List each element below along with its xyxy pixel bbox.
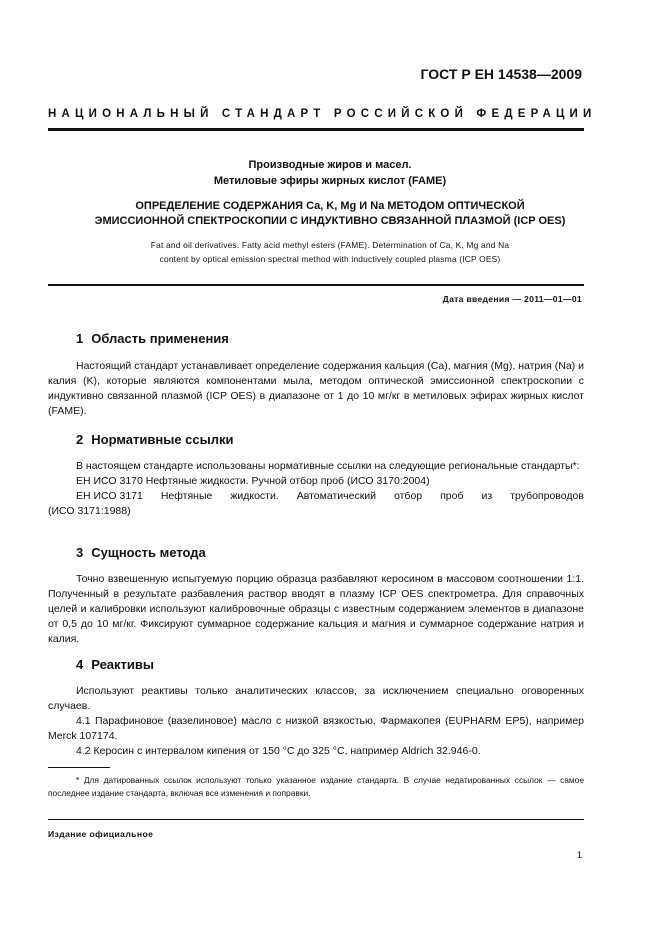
ref-2-word: проб — [440, 490, 464, 502]
section-2-heading — [76, 432, 233, 447]
ref-2-word: жидкости. — [230, 490, 279, 502]
ref-2-word: трубопроводов — [510, 490, 584, 502]
bottom-divider — [48, 819, 584, 820]
top-divider — [48, 128, 584, 131]
section-3-title: Сущность метода — [91, 545, 206, 560]
section-1-body — [48, 359, 584, 419]
footnote-divider — [48, 767, 110, 768]
footnote-text: * Для датированных ссылок используют только указанное издание стандарта. В случае недатированных ссылок — самое последнее издание стандарта, включая все изменения и поправки. — [48, 775, 584, 798]
section-4-number: 4 — [76, 657, 84, 672]
title-line-1: Производные жиров и масел. — [248, 159, 412, 171]
section-3-body — [48, 572, 584, 647]
english-title-block — [60, 238, 600, 266]
section-2-title: Нормативные ссылки — [91, 432, 234, 447]
section-1-paragraph: Настоящий стандарт устанавливает определение содержания кальция (Ca), магния (Mg), натрия (Na) и калия (K), которые являются компонентами мыла, методом оптической эмиссионной спектроскопии с индуктивно связанной плазмой (ICP OES) в диапазоне от 1 до 10 мг/кг в метиловых эфирах жирных кислот (FAME). — [48, 360, 584, 417]
normative-ref-1: ЕН ИСО 3170 Нефтяные жидкости. Ручной отбор проб (ИСО 3170:2004) — [76, 475, 430, 487]
main-title-line-1: ОПРЕДЕЛЕНИЕ СОДЕРЖАНИЯ Ca, K, Mg И Na МЕТОДОМ ОПТИЧЕСКОЙ — [135, 200, 525, 212]
english-title-line-1: Fat and oil derivatives. Fatty acid methyl esters (FAME). Determination of Ca, K, Mg and Na — [150, 240, 510, 250]
normative-ref-2 — [48, 489, 584, 504]
section-2-body — [48, 459, 584, 519]
section-2-number: 2 — [76, 432, 84, 447]
introduction-date: Дата введения — 2011—01—01 — [442, 294, 582, 304]
gost-number: ГОСТ Р ЕН 14538—2009 — [420, 66, 582, 82]
section-4-paragraph: Используют реактивы только аналитических классов, за исключением специально оговоренных случаев. — [48, 685, 584, 712]
section-4-title: Реактивы — [91, 657, 154, 672]
footnote — [48, 774, 584, 800]
main-title-block — [60, 199, 600, 229]
section-1-number: 1 — [76, 331, 84, 346]
middle-divider — [48, 284, 584, 286]
section-3-number: 3 — [76, 545, 84, 560]
item-4-2: 4.2 Керосин с интервалом кипения от 150 °C до 325 °C, например Aldrich 32.946-0. — [76, 745, 481, 757]
section-2-paragraph: В настоящем стандарте использованы нормативные ссылки на следующие региональные стандарты*: — [76, 460, 580, 472]
ref-2-word: Нефтяные — [160, 490, 213, 502]
section-3-heading — [76, 545, 206, 560]
english-title-line-2: content by optical emission spectral method with inductively coupled plasma (ICP OES) — [159, 254, 501, 264]
item-4-1: 4.1 Парафиновое (вазелиновое) масло с низкой вязкостью, Фармакопея (EUPHARM EP5), например Merck 107174. — [48, 715, 584, 742]
national-standard-banner: НАЦИОНАЛЬНЫЙ СТАНДАРТ РОССИЙСКОЙ ФЕДЕРАЦИИ — [48, 108, 597, 120]
section-4-heading — [76, 657, 154, 672]
section-1-heading — [76, 331, 229, 346]
main-title-line-2: ЭМИССИОННОЙ СПЕКТРОСКОПИИ С ИНДУКТИВНО СВЯЗАННОЙ ПЛАЗМОЙ (ICP OES) — [94, 215, 566, 227]
page-number: 1 — [576, 850, 582, 861]
title-line-2: Метиловые эфиры жирных кислот (FAME) — [213, 175, 447, 187]
ref-2-word: отбор — [394, 490, 423, 502]
ref-2-word: из — [481, 490, 493, 502]
ref-2-word: ЕН ИСО 3171 — [76, 490, 143, 502]
title-block — [60, 157, 600, 189]
section-3-paragraph: Точно взвешенную испытуемую порцию образца разбавляют керосином в массовом соотношении 1:1. Полученный в результате разбавления раствор вводят в плазму ICP OES спектрометра. Для справочных целей и калибровки используют калибровочные образцы с известным содержанием элементов в диапазоне от 0,5 до 10 мг/кг. Фиксируют суммарное содержание кальция и магния и суммарное содержание натрия и калия. — [48, 573, 584, 645]
ref-2-word: Автоматический — [296, 490, 377, 502]
official-edition-label: Издание официальное — [48, 829, 154, 839]
section-4-body — [48, 684, 584, 759]
normative-ref-2-continuation: (ИСО 3171:1988) — [48, 505, 131, 517]
section-1-title: Область применения — [91, 331, 229, 346]
